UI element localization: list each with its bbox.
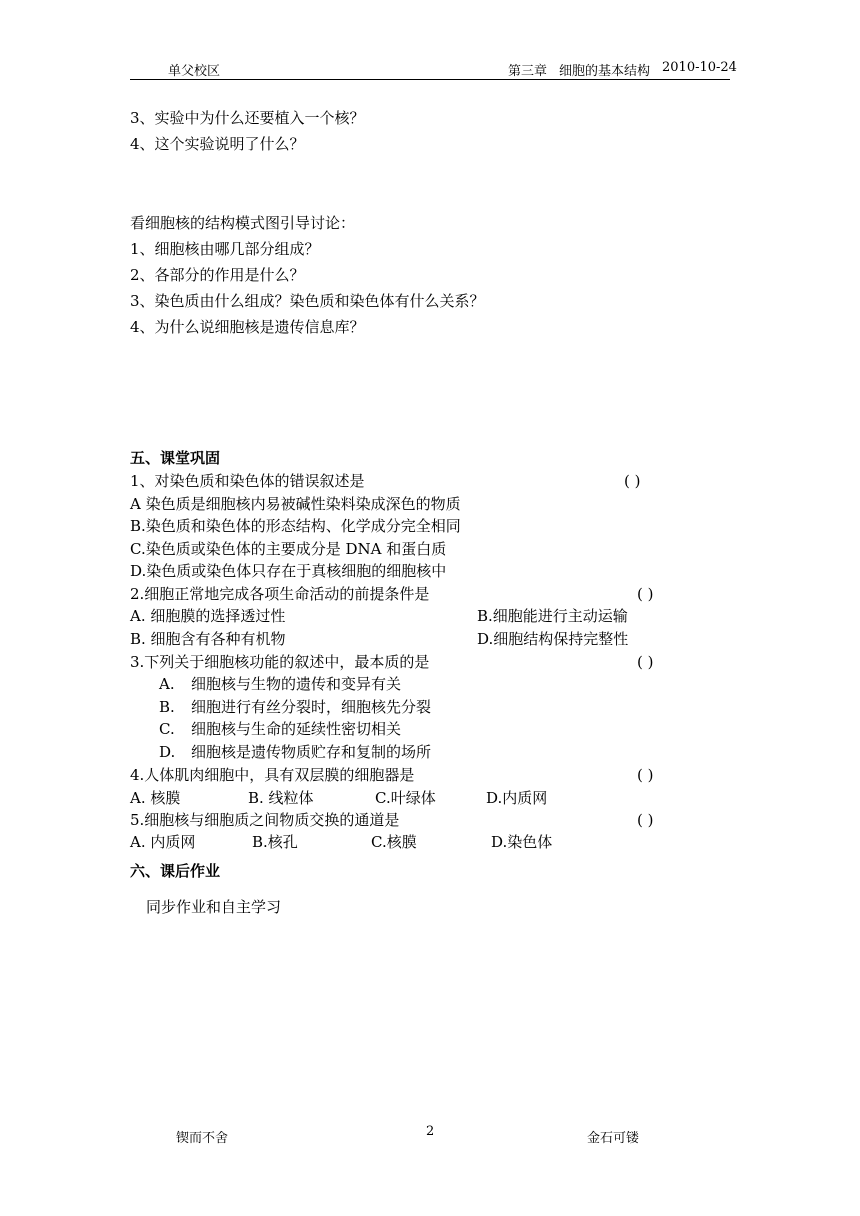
discussion-question: 4、为什么说细胞核是遗传信息库？ — [130, 318, 365, 336]
q3-option-d-letter: D. — [159, 743, 176, 761]
q3-option-b-letter: B. — [159, 698, 175, 716]
q5-stem: 5.细胞核与细胞质之间物质交换的通道是 — [130, 811, 400, 829]
q5-option-b: B.核孔 — [252, 833, 298, 851]
q3-option-a-letter: A. — [159, 675, 175, 693]
q4-option-c: C.叶绿体 — [375, 789, 436, 807]
q2-option-b: B.细胞能进行主动运输 — [477, 607, 628, 625]
q5-option-a: A. 内质网 — [130, 833, 196, 851]
q4-stem: 4.人体肌肉细胞中，具有双层膜的细胞器是 — [130, 766, 415, 784]
q2-answer-bracket: ( ) — [637, 585, 654, 603]
q5-option-c: C.核膜 — [371, 833, 417, 851]
header-chapter: 第三章 — [508, 64, 548, 79]
q2-option-d: D.细胞结构保持完整性 — [477, 630, 629, 648]
discussion-question: 2、各部分的作用是什么？ — [130, 266, 305, 284]
discussion-question: 3、染色质由什么组成？染色质和染色体有什么关系？ — [130, 292, 485, 310]
q2-option-a: A. 细胞膜的选择透过性 — [130, 607, 286, 625]
q1-option-b: B.染色质和染色体的形态结构、化学成分完全相同 — [130, 517, 461, 535]
q4-option-d: D.内质网 — [486, 789, 548, 807]
q1-option-a: A 染色质是细胞核内易被碱性染料染成深色的物质 — [130, 495, 461, 513]
intro-question-3: 3、实验中为什么还要植入一个核？ — [130, 109, 365, 127]
page-number: 2 — [426, 1124, 435, 1139]
q4-option-b: B. 线粒体 — [248, 789, 314, 807]
q3-option-c-letter: C. — [159, 720, 175, 738]
q1-option-c: C.染色质或染色体的主要成分是 DNA 和蛋白质 — [130, 540, 447, 558]
q1-stem: 1、对染色质和染色体的错误叙述是 — [130, 472, 365, 490]
q3-answer-bracket: ( ) — [637, 653, 654, 671]
intro-question-4: 4、这个实验说明了什么？ — [130, 135, 305, 153]
q3-stem: 3.下列关于细胞核功能的叙述中，最本质的是 — [130, 653, 430, 671]
q2-option-c: B. 细胞含有各种有机物 — [130, 630, 286, 648]
q5-option-d: D.染色体 — [491, 833, 553, 851]
discussion-lead: 看细胞核的结构模式图引导讨论： — [130, 214, 356, 232]
q2-stem: 2.细胞正常地完成各项生命活动的前提条件是 — [130, 585, 430, 603]
q3-option-c-text: 细胞核与生命的延续性密切相关 — [191, 720, 402, 738]
homework-text: 同步作业和自主学习 — [146, 898, 282, 916]
footer-motto-left: 锲而不舍 — [176, 1131, 229, 1146]
q1-option-d: D.染色质或染色体只存在于真核细胞的细胞核中 — [130, 562, 447, 580]
q3-option-a-text: 细胞核与生物的遗传和变异有关 — [191, 675, 402, 693]
footer-motto-right: 金石可镂 — [587, 1131, 640, 1146]
q3-option-d-text: 细胞核是遗传物质贮存和复制的场所 — [191, 743, 432, 761]
q3-option-b-text: 细胞进行有丝分裂时，细胞核先分裂 — [191, 698, 432, 716]
section6-title: 六、课后作业 — [130, 862, 221, 880]
header-date: 2010-10-24 — [662, 60, 737, 75]
q4-answer-bracket: ( ) — [637, 766, 654, 784]
q5-answer-bracket: ( ) — [637, 811, 654, 829]
q1-answer-bracket: ( ) — [624, 472, 641, 490]
q4-option-a: A. 核膜 — [130, 789, 181, 807]
header-school: 单父校区 — [168, 64, 221, 79]
section5-title: 五、课堂巩固 — [130, 449, 221, 467]
header-rule — [130, 79, 730, 80]
discussion-question: 1、细胞核由哪几部分组成？ — [130, 240, 320, 258]
header-section: 细胞的基本结构 — [559, 64, 651, 79]
